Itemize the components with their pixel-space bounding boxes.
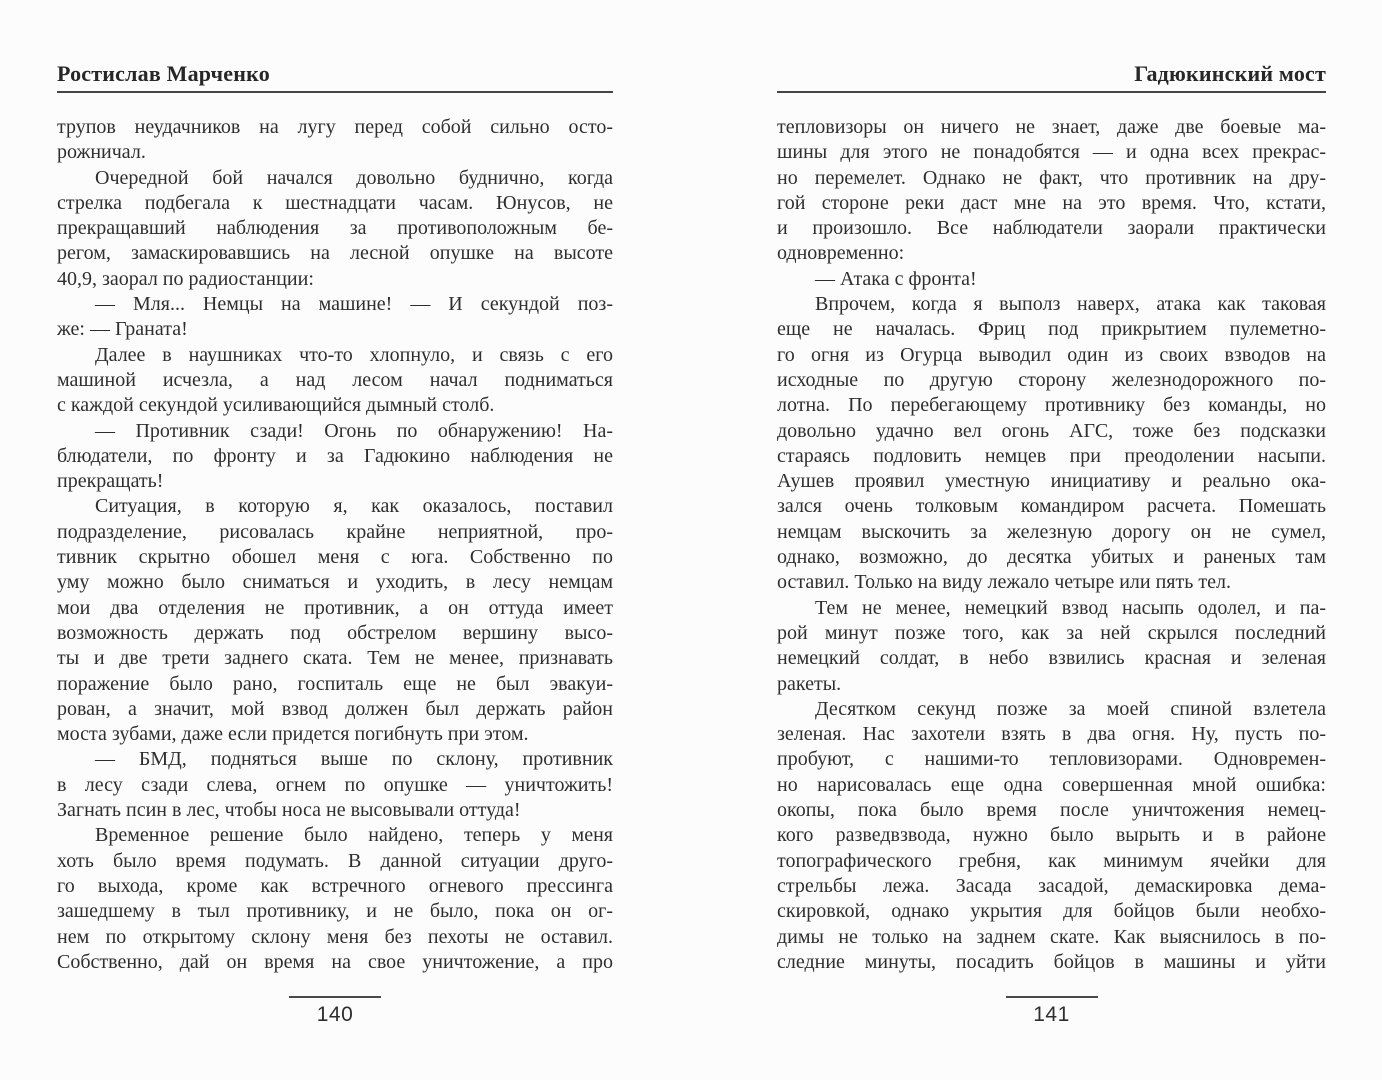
page-left: [57, 62, 613, 1046]
text-line: но перемелет. Однако не факт, что противник на дру-: [777, 166, 1326, 189]
text-line: Аушев проявил уместную инициативу и реально ока-: [777, 470, 1326, 493]
text-line: Десятком секунд позже за моей спиной взлетела: [815, 697, 1326, 720]
text-line: — Мля... Немцы на машине! — И секундой поз-: [95, 293, 613, 316]
text-line: рой минут позже того, как за ней скрылся последний: [777, 621, 1326, 644]
footer-rule: [1006, 996, 1098, 998]
header-rule: [57, 91, 613, 93]
text-line: стрельбы лежа. Засада засадой, демаскировка дема-: [777, 874, 1326, 897]
text-line: рован, а значит, мой взвод должен был держать район: [57, 697, 613, 720]
text-line: прекращать!: [57, 470, 164, 493]
text-line: с каждой секундой усиливающийся дымный столб.: [57, 394, 495, 417]
footer-rule: [289, 996, 381, 998]
text-line: рожничал.: [57, 141, 146, 164]
text-line: гой стороне реки даст мне на это время. Что, кстати,: [777, 191, 1326, 214]
running-header-author: Ростислав Марченко: [57, 61, 270, 86]
page-right-body: [777, 115, 1326, 975]
text-line: пробуют, с нашими-то тепловизорами. Одновремен-: [777, 748, 1326, 771]
text-line: Временное решение было найдено, теперь у меня: [95, 824, 613, 847]
text-line: хоть было время подумать. В данной ситуации друго-: [57, 849, 613, 872]
text-line: машиной исчезла, а над лесом начал подниматься: [57, 368, 613, 391]
text-line: Собственно, дай он время на свое уничтожение, а про: [57, 950, 613, 973]
page-left-header: [57, 62, 613, 93]
text-line: немецкий солдат, в небо взвились красная и зеленая: [777, 647, 1326, 670]
page-right-header: [777, 62, 1326, 93]
text-line: окопы, пока было время после уничтожения немец-: [777, 799, 1326, 822]
text-line: еще не началась. Фриц под прикрытием пулеметно-: [777, 318, 1326, 341]
text-line: Очередной бой начался довольно буднично, когда: [95, 166, 613, 189]
text-line: шины для этого не понадобятся — и одна всех прекрас-: [777, 141, 1326, 164]
text-line: возможность держать под обстрелом вершину высо-: [57, 621, 613, 644]
text-line: довольно удачно вел огонь АГС, тоже без подсказки: [777, 419, 1326, 442]
page-right: [777, 62, 1326, 1046]
text-line: Загнать псин в лес, чтобы носа не высовывали оттуда!: [57, 799, 521, 822]
text-line: — Противник сзади! Огонь по обнаружению! На-: [95, 419, 613, 442]
text-line: зался очень толковым командиром расчета. Помешать: [777, 495, 1326, 518]
text-line: скировкой, однако укрытия для бойцов были необхо-: [777, 900, 1326, 923]
text-line: в лесу сзади слева, огнем по опушке — уничтожить!: [57, 773, 613, 796]
text-line: Тем не менее, немецкий взвод насыпь одолел, и па-: [815, 596, 1326, 619]
text-line: исходные по другую сторону железнодорожного по-: [777, 368, 1326, 391]
text-line: поражение было рано, госпиталь еще не был эвакуи-: [57, 672, 613, 695]
text-line: зашедшему в тыл противнику, и не было, пока он ог-: [57, 900, 613, 923]
text-line: оставил. Только на виду лежало четыре или пять тел.: [777, 571, 1231, 594]
text-line: немцам выскочить за железную дорогу он не сумел,: [777, 520, 1326, 543]
text-line: топографического гребня, как минимум ячейки для: [777, 849, 1326, 872]
text-line: но нарисовалась еще одна совершенная мной ошибка:: [777, 773, 1326, 796]
text-line: мои два отделения не противник, а он оттуда имеет: [57, 596, 613, 619]
text-line: регом, замаскировавшись на лесной опушке на высоте: [57, 242, 613, 265]
text-line: — БМД, подняться выше по склону, противник: [95, 748, 613, 771]
text-line: го выхода, кроме как встречного огневого прессинга: [57, 874, 613, 897]
text-line: стараясь подловить немцев при преодолении насыпи.: [777, 444, 1326, 467]
text-line: тивник скрытно обошел меня с юга. Собственно по: [57, 546, 613, 569]
page-number-right: 141: [1033, 1003, 1070, 1026]
text-line: кого разведвзвода, нужно было вырыть и в районе: [777, 824, 1326, 847]
header-rule: [777, 91, 1326, 93]
text-line: прекращавший наблюдения за противоположным бе-: [57, 217, 613, 240]
text-line: димы не только на заднем скате. Как выяснилось в по-: [777, 925, 1326, 948]
text-line: моста зубами, даже если придется погибнуть при этом.: [57, 723, 529, 746]
text-line: подразделение, рисовалась крайне неприятной, про-: [57, 520, 613, 543]
page-left-body: [57, 115, 613, 975]
text-line: ты и две трети заднего ската. Тем не менее, признавать: [57, 647, 613, 670]
text-line: одновременно:: [777, 242, 905, 265]
text-line: и произошло. Все наблюдатели заорали практически: [777, 217, 1326, 240]
page-right-footer: [777, 996, 1326, 1027]
text-line: Ситуация, в которую я, как оказалось, поставил: [95, 495, 613, 518]
text-line: го огня из Огурца выводил один из своих взводов на: [777, 343, 1326, 366]
text-line: однако, возможно, до десятка убитых и раненых там: [777, 546, 1326, 569]
text-line: уму можно было сниматься и уходить, в лесу немцам: [57, 571, 613, 594]
text-line: тепловизоры он ничего не знает, даже две боевые ма-: [777, 116, 1326, 138]
text-line: же: — Граната!: [57, 318, 188, 341]
text-line: 40,9, заорал по радиостанции:: [57, 267, 314, 290]
text-line: — Атака с фронта!: [815, 267, 977, 290]
text-line: зеленая. Нас захотели взять в два огня. Ну, пусть по-: [777, 723, 1326, 746]
text-line: блюдатели, по фронту и за Гадюкино наблюдения не: [57, 444, 613, 467]
text-line: Впрочем, когда я выполз наверх, атака как таковая: [815, 293, 1326, 316]
text-line: лотна. По перебегающему противнику без команды, но: [777, 394, 1326, 417]
running-header-title: Гадюкинский мост: [1134, 61, 1326, 86]
text-line: ракеты.: [777, 672, 842, 695]
text-line: трупов неудачников на лугу перед собой сильно осто-: [57, 116, 613, 138]
text-line: Далее в наушниках что-то хлопнуло, и связь с его: [95, 343, 613, 366]
page-number-left: 140: [316, 1003, 354, 1026]
text-line: стрелка подбегала к шестнадцати часам. Юнусов, не: [57, 191, 613, 214]
text-line: нем по открытому склону меня без пехоты не оставил.: [57, 925, 613, 948]
page-left-footer: [57, 996, 613, 1027]
text-line: следние минуты, посадить бойцов в машины и уйти: [777, 950, 1326, 973]
